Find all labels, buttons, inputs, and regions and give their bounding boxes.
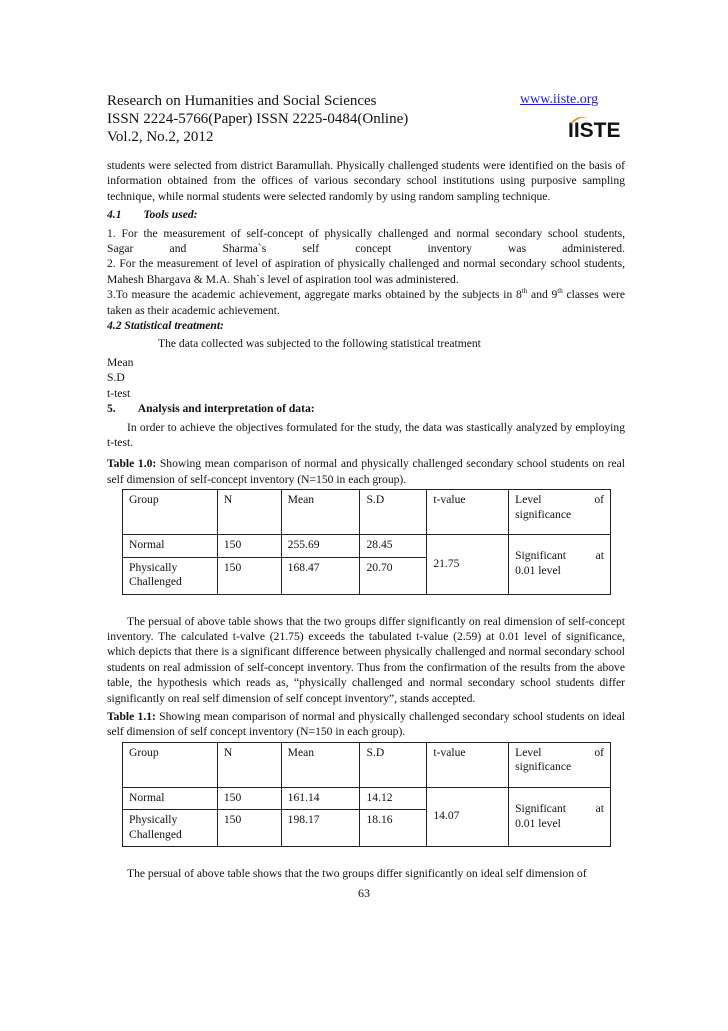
table-cell: 198.17 xyxy=(281,810,360,847)
table-header-cell: t-value xyxy=(427,490,509,535)
table2-caption: Table 1.1: Showing mean comparison of normal and physically challenged secondary school students on ideal self dimension of self concept inventory (N=150 in each group). xyxy=(107,710,625,739)
intro-paragraph: students were selected from district Baramullah. Physically challenged students were identified on the basis of information obtained from the offices of various secondary school institutions using purposive sampling technique, while normal students were selected randomly by using random sampling technique. xyxy=(107,159,625,203)
tools-item-1-line2: Sagar and Sharma`s self concept inventory was administered. xyxy=(107,242,625,256)
journal-issn: ISSN 2224-5766(Paper) ISSN 2225-0484(Online) xyxy=(107,111,409,127)
table-header-cell: Mean xyxy=(281,742,360,787)
table-significance-cell: Significant at 0.01 level xyxy=(509,535,611,595)
table-significance-cell: Significant at 0.01 level xyxy=(509,787,611,847)
stat-item-sd: S.D xyxy=(107,371,125,385)
table-cell: 18.16 xyxy=(360,810,427,847)
table-tvalue-cell: 21.75 xyxy=(427,535,509,595)
table-cell: Normal xyxy=(123,787,218,810)
table-row xyxy=(123,535,611,558)
tools-heading xyxy=(107,207,625,222)
table-cell: 150 xyxy=(217,557,281,594)
table-row xyxy=(123,742,611,787)
table-cell: 255.69 xyxy=(281,535,360,558)
table-cell: Normal xyxy=(123,535,218,558)
tools-item-3: 3.To measure the academic achievement, aggregate marks obtained by the subjects in 8th and 9th classes were taken as their academic achievement. xyxy=(107,287,625,317)
tools-item-2: 2. For the measurement of level of aspiration of physically challenged and normal secondary school students, Mahesh Bhargava & M.A. Shah`s level of aspiration tool was administered. xyxy=(107,257,625,286)
tools-item-1-line1: 1. For the measurement of self-concept of physically challenged and normal secondary school students, xyxy=(107,226,625,240)
journal-volume: Vol.2, No.2, 2012 xyxy=(107,129,214,145)
table-header-cell: N xyxy=(217,490,281,535)
page-number: 63 xyxy=(358,886,370,900)
table-cell: 161.14 xyxy=(281,787,360,810)
table1-caption: Table 1.0: Showing mean comparison of normal and physically challenged secondary school students on real self dimension of self-concept inventory (N=150 in each group). xyxy=(107,457,625,486)
analysis-text: In order to achieve the objectives formulated for the study, the data was stastically analyzed by employing t-test. xyxy=(107,420,625,449)
table-tvalue-cell: 14.07 xyxy=(427,787,509,847)
article-body xyxy=(107,158,625,882)
table2-discussion: The persual of above table shows that the two groups differ significantly on ideal self dimension of xyxy=(127,867,587,881)
table-cell: 28.45 xyxy=(360,535,427,558)
journal-title: Research on Humanities and Social Sciences xyxy=(107,93,377,109)
table-cell: 14.12 xyxy=(360,787,427,810)
table1-discussion: The persual of above table shows that the two groups differ significantly on real dimension of self-concept inventory. The calculated t-valve (21.75) exceeds the tabulated t-value (2.59) at 0.01 level of significance, which depicts that there is a significant difference between physically challenged and normal secondary school students on real admission of self-concept inventory. Thus from the confirmation of the results from the above table, the hypothesis which reads as, “physically challenged and normal secondary school students differ significantly on real self dimension of self concept inventory”, stands accepted. xyxy=(107,614,625,705)
table-cell: Physically Challenged xyxy=(123,810,218,847)
table-cell: 20.70 xyxy=(360,557,427,594)
table-row xyxy=(123,787,611,810)
table-header-cell: N xyxy=(217,742,281,787)
table-cell: 150 xyxy=(217,787,281,810)
stat-item-mean: Mean xyxy=(107,355,134,369)
table-header-cell: Group xyxy=(123,490,218,535)
table-header-cell: t-value xyxy=(427,742,509,787)
journal-url-link[interactable]: www.iiste.org xyxy=(520,92,599,107)
table-header-cell: Level of significance xyxy=(509,742,611,787)
analysis-heading: 5. Analysis and interpretation of data: xyxy=(107,402,315,416)
tools-heading-number: 4.1 xyxy=(107,208,122,222)
table-2 xyxy=(122,742,611,848)
iiste-logo-text: IISTE xyxy=(568,119,621,142)
table-cell: 150 xyxy=(217,535,281,558)
table-header-cell: Group xyxy=(123,742,218,787)
stat-item-ttest: t-test xyxy=(107,386,131,400)
stat-heading: 4.2 Statistical treatment: xyxy=(107,319,224,333)
table-cell: 168.47 xyxy=(281,557,360,594)
iiste-logo xyxy=(568,114,621,142)
table-cell: Physically Challenged xyxy=(123,557,218,594)
table-cell: 150 xyxy=(217,810,281,847)
table-header-cell: Level of significance xyxy=(509,490,611,535)
tools-heading-text: Tools used: xyxy=(143,208,198,222)
stat-text: The data collected was subjected to the following statistical treatment xyxy=(158,337,481,351)
table-row xyxy=(123,490,611,535)
table-header-cell: Mean xyxy=(281,490,360,535)
table-1 xyxy=(122,489,611,595)
table-header-cell: S.D xyxy=(360,742,427,787)
tools-item-1 xyxy=(107,226,625,257)
table-header-cell: S.D xyxy=(360,490,427,535)
